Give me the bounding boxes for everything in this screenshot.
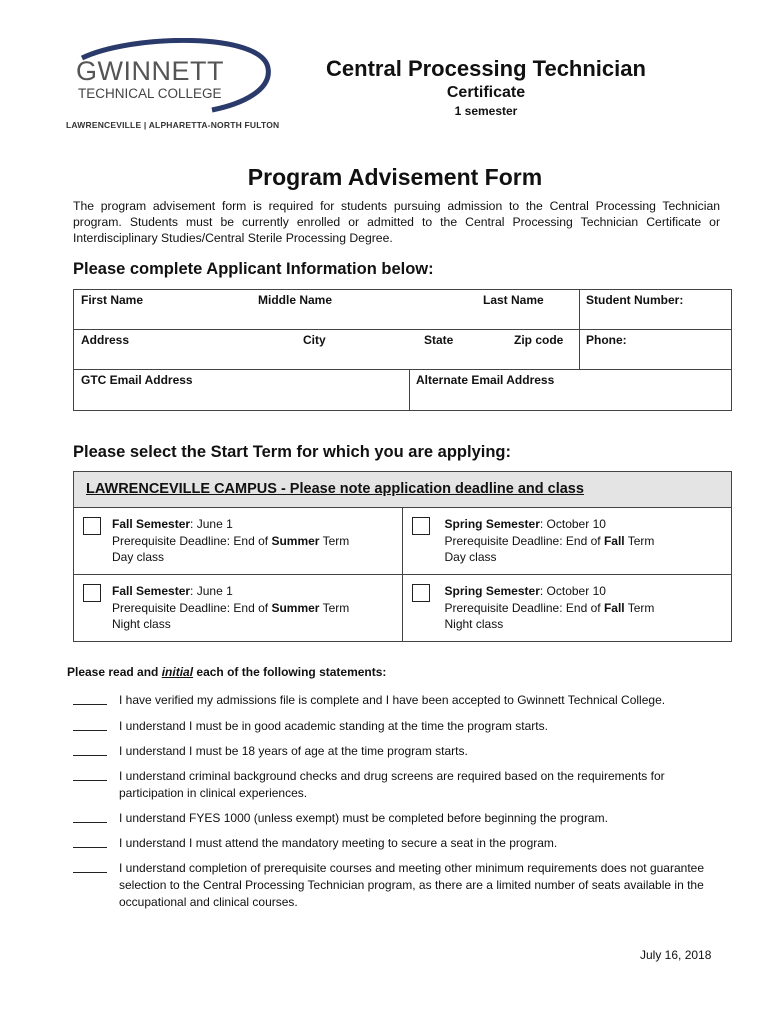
checkbox[interactable] <box>83 517 101 535</box>
state-field[interactable]: State <box>424 333 454 347</box>
program-title: Central Processing Technician <box>326 56 646 81</box>
term-date: : October 10 <box>539 517 606 531</box>
divider <box>579 290 580 329</box>
applicant-row-address <box>74 330 731 370</box>
checkbox[interactable] <box>412 517 430 535</box>
statements-heading-pre: Please read and <box>67 665 162 679</box>
term-date: : June 1 <box>190 517 233 531</box>
term-name: Fall Semester <box>112 517 191 531</box>
statements-heading-post: each of the following statements: <box>193 665 387 679</box>
term-option-fall-night[interactable] <box>74 575 403 642</box>
deadline-suffix: Term <box>624 533 655 548</box>
statement-text: I understand completion of prerequisite courses and meeting other minimum requirements does not guarantee selection to the Central Processing Technician program, as there are a limited number of seats available in the occupational and clinical courses. <box>119 861 704 909</box>
statement-text: I understand I must attend the mandatory meeting to secure a seat in the program. <box>119 836 558 850</box>
initial-blank[interactable] <box>73 743 107 756</box>
form-title: Program Advisement Form <box>247 164 543 190</box>
zip-field[interactable]: Zip code <box>514 333 564 347</box>
term-option-spring-night[interactable] <box>403 575 732 642</box>
statement-text: I understand criminal background checks and drug screens are required based on the requirements for participation in clinical experiences. <box>119 769 665 800</box>
statement-text: I have verified my admissions file is complete and I have been accepted to Gwinnett Technical College. <box>119 693 666 707</box>
statements-heading-emphasis: initial <box>161 665 194 679</box>
alternate-email-field[interactable]: Alternate Email Address <box>416 373 555 387</box>
first-name-field[interactable]: First Name <box>81 293 144 307</box>
term-date: : June 1 <box>190 584 233 598</box>
program-subtitle: Certificate <box>446 84 526 101</box>
initial-blank[interactable] <box>73 768 107 781</box>
term-name: Spring Semester <box>444 584 540 598</box>
document-date: July 16, 2018 <box>640 948 712 962</box>
deadline-text: Prerequisite Deadline: End of <box>444 600 604 615</box>
start-term-heading: Please select the Start Term for which you are applying: <box>73 443 511 461</box>
address-field[interactable]: Address <box>81 333 130 347</box>
logo-subtitle: TECHNICAL COLLEGE <box>78 86 222 101</box>
initial-blank[interactable] <box>73 718 107 731</box>
deadline-text: Prerequisite Deadline: End of <box>444 533 604 548</box>
deadline-term: Fall <box>603 600 625 615</box>
term-name: Fall Semester <box>112 584 191 598</box>
statements-heading <box>67 665 386 679</box>
deadline-suffix: Term <box>319 533 350 548</box>
statement-text: I understand FYES 1000 (unless exempt) must be completed before beginning the program. <box>119 811 608 825</box>
initial-blank[interactable] <box>73 692 107 705</box>
term-option-fall-day[interactable] <box>74 508 403 575</box>
applicant-heading: Please complete Applicant Information below: <box>73 260 434 278</box>
logo-locations: LAWRENCEVILLE | ALPHARETTA-NORTH FULTON <box>66 120 280 130</box>
student-number-field[interactable]: Student Number: <box>586 293 684 307</box>
gtc-email-field[interactable]: GTC Email Address <box>81 373 193 387</box>
deadline-term: Fall <box>603 533 625 548</box>
initial-blank[interactable] <box>73 810 107 823</box>
term-option-spring-day[interactable] <box>403 508 732 575</box>
city-field[interactable]: City <box>303 333 326 347</box>
class-time: Night class <box>112 617 171 631</box>
checkbox[interactable] <box>83 584 101 602</box>
statement-text: I understand I must be in good academic standing at the time the program starts. <box>119 719 548 733</box>
applicant-row-email <box>74 370 731 410</box>
deadline-term: Summer <box>271 600 320 615</box>
college-logo <box>62 38 292 130</box>
phone-field[interactable]: Phone: <box>586 333 627 347</box>
last-name-field[interactable]: Last Name <box>483 293 544 307</box>
initial-blank[interactable] <box>73 860 107 873</box>
applicant-info-table <box>73 289 732 411</box>
middle-name-field[interactable]: Middle Name <box>258 293 333 307</box>
divider <box>409 370 410 410</box>
campus-header <box>74 472 731 508</box>
divider <box>579 330 580 369</box>
deadline-suffix: Term <box>319 600 350 615</box>
checkbox[interactable] <box>412 584 430 602</box>
class-time: Day class <box>112 550 165 564</box>
statement-text: I understand I must be 18 years of age at the time program starts. <box>119 744 468 758</box>
logo-name: GWINNETT <box>76 56 224 86</box>
program-duration: 1 semester <box>454 104 518 118</box>
form-intro: The program advisement form is required for students pursuing admission to the Central Processing Technician program. Students must be currently enrolled or admitted to the Central Processing Technician Certificate or Interdisciplinary Studies/Central Sterile Processing Degree. <box>73 199 720 245</box>
start-term-table <box>73 471 732 642</box>
term-date: : October 10 <box>539 584 606 598</box>
initial-blank[interactable] <box>73 835 107 848</box>
deadline-text: Prerequisite Deadline: End of <box>112 533 272 548</box>
campus-header-text: LAWRENCEVILLE CAMPUS - Please note application deadline and class <box>86 481 584 497</box>
deadline-term: Summer <box>271 533 320 548</box>
applicant-row-names <box>74 290 731 330</box>
deadline-suffix: Term <box>624 600 655 615</box>
class-time: Night class <box>444 617 504 631</box>
class-time: Day class <box>444 550 497 564</box>
deadline-text: Prerequisite Deadline: End of <box>112 600 272 615</box>
term-name: Spring Semester <box>444 517 540 531</box>
